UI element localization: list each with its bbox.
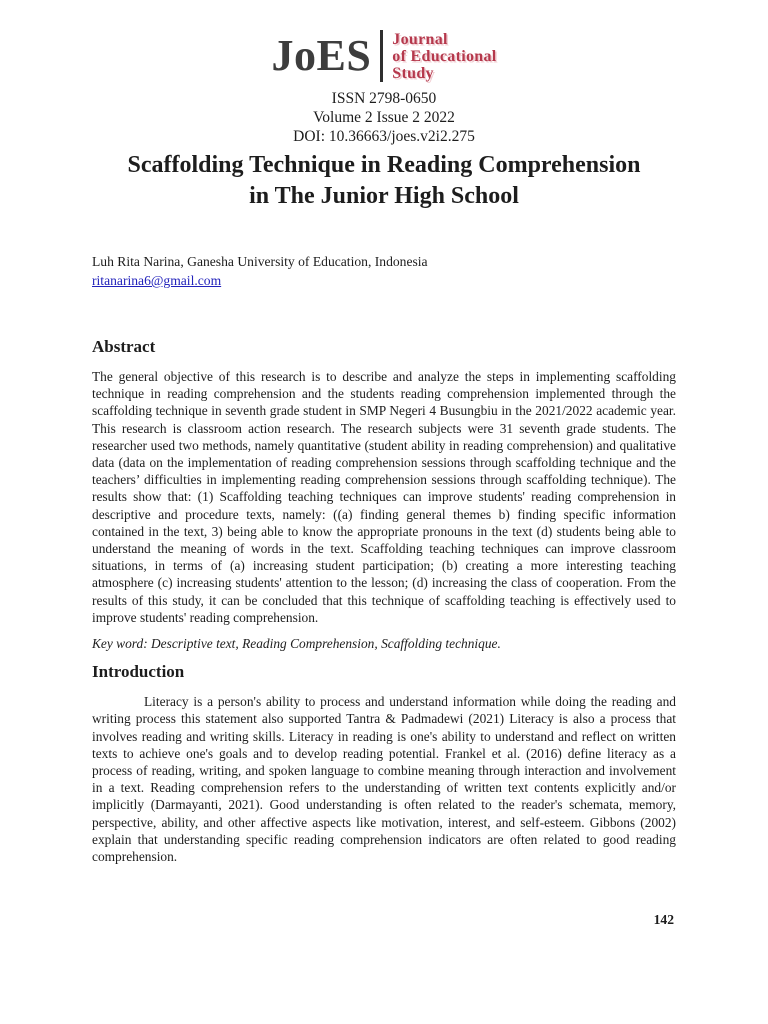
- keywords-line: Key word: Descriptive text, Reading Comprehension, Scaffolding technique.: [92, 636, 501, 652]
- abstract-heading: Abstract: [92, 337, 156, 356]
- issn-line: ISSN 2798-0650: [331, 90, 437, 107]
- introduction-paragraph: Literacy is a person's ability to process and understand information while doing the reading and writing process this statement also supported Tantra & Padmadewi (2021) Literacy is also a process that involves reading and writing skills. Literacy in reading is one's ability to understand and reflect on written texts to achieve one's goals and to develop reading potential. Frankel et al. (2016) define literacy as a process of reading, writing, and spoken language to combine meaning through interaction and involvement in a text. Reading comprehension refers to the understanding of written text contents explicitly and/or implicitly (Darmayanti, 2021). Good understanding is often related to the reader's schemata, memory, perspective, ability, and other affective aspects like motivation, interest, and self-esteem. Gibbons (2002) explain that understanding specific reading comprehension indicators are often related to good reading comprehension.: [92, 694, 676, 865]
- logo-tagline-line-1: Journal: [392, 30, 448, 48]
- author-block: [92, 253, 676, 290]
- volume-line: Volume 2 Issue 2 2022: [313, 109, 455, 126]
- paper-title-line-2: in The Junior High School: [249, 183, 519, 209]
- logo-wordmark: JoES: [271, 31, 372, 80]
- introduction-heading: Introduction: [92, 662, 185, 682]
- journal-meta: [0, 89, 768, 146]
- paper-body: [0, 253, 768, 865]
- author-byline: Luh Rita Narina, Ganesha University of Education, Indonesia: [92, 254, 428, 269]
- abstract-paragraph: The general objective of this research is to describe and analyze the steps in implementing scaffolding technique in reading comprehension and the students reading comprehension implemented through the scaffolding technique in seventh grade student in SMP Negeri 4 Busungbiu in the 2021/2022 academic year. This research is classroom action research. The research subjects were 31 seventh grade students. The researcher used two methods, namely quantitative (student ability in reading comprehension) and qualitative data (data on the implementation of reading comprehension sessions through scaffolding technique and the teachers’ difficulties in implementing reading comprehension sessions through scaffolding technique). The results show that: (1) Scaffolding teaching techniques can improve students' reading comprehension in descriptive and procedure texts, namely: ((a) finding general themes b) finding specific information contained in the text, 3) being able to know the appropriate pronouns in the text (d) students being able to understand the meaning of words in the text. Scaffolding teaching techniques can improve classroom situations, in terms of (a) increasing student participation; (b) creating a more interesting teaching atmosphere (c) increasing students' attention to the lesson; (d) increasing the class of cooperation. From the results of this study, it can be concluded that this technique of scaffolding teaching is effectively used to improve students' reading comprehension.: [92, 369, 676, 625]
- logo-tagline-line-2: of Educational: [392, 47, 497, 65]
- author-email-link[interactable]: ritanarina6@gmail.com: [92, 273, 222, 288]
- page-number: 142: [653, 912, 674, 927]
- paper-title-line-1: Scaffolding Technique in Reading Comprehension: [127, 152, 641, 178]
- logo-divider: [380, 30, 383, 82]
- logo-tagline-line-3: Study: [392, 64, 434, 82]
- logo-tagline: [392, 31, 496, 82]
- paper-title: [0, 150, 768, 212]
- journal-logo: [0, 0, 768, 82]
- doi-line: DOI: 10.36663/joes.v2i2.275: [293, 128, 475, 145]
